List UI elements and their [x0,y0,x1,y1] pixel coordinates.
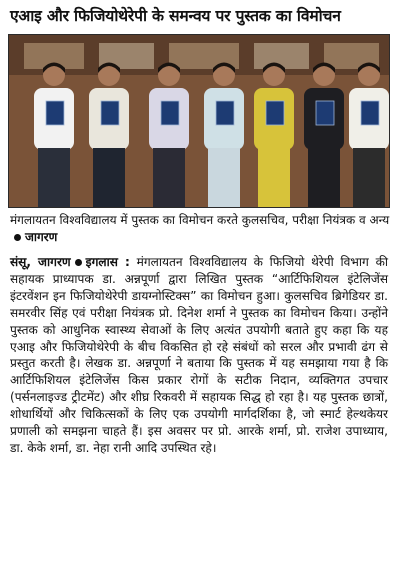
body-text: मंगलायतन विश्वविद्यालय के फिजियो थेरेपी विभाग की सहायक प्राध्यापक डा. अन्नपूर्णा द्वारा लिखित पुस्तक “आर्टिफिशियल इंटेलिजेंस इंटरवेंशन इन फिजियोथेरेपी डायग्नोस्टिक्स” का विमोचन हुआ। कुलसचिव ब्रिगेडियर डा. समरवीर सिंह एवं परीक्षा नियंत्रक प्रो. दिनेश शर्मा ने पुस्तक का विमोचन किया। उन्होंने पुस्तक को आधुनिक स्वास्थ्य सेवाओं के लिए अत्यंत उपयोगी बताते हुए कहा कि यह एआइ और फिजियोथेरेपी के बीच विकसित हो रहे संबंधों को सरल और प्रभावी ढंग से प्रस्तुत करती है। लेखक डा. अन्नपूर्णा ने बताया कि पुस्तक में यह समझाया गया है कि आर्टिफिशियल इंटेलिजेंस किस प्रकार रोगों के सटीक निदान, व्यक्तिगत उपचार (पर्सनलाइज्ड ट्रीटमेंट) और शीघ्र रिकवरी में सहायक सिद्ध हो रहा है। यह पुस्तक छात्रों, शोधार्थियों और चिकित्सकों के लिए एक उपयोगी मार्गदर्शिका है, जो स्मार्ट हेल्थकेयर प्रणाली को समझना चाहते हैं। इस अवसर पर प्रो. आरके शर्मा, प्रो. राजेश उपाध्याय, डा. केके शर्मा, डा. नेहा रानी आदि उपस्थित रहे। [10,255,388,455]
book-icon [361,101,379,125]
book-icon [266,101,284,125]
headline: एआइ और फिजियोथेरेपी के समन्वय पर पुस्तक का विमोचन [10,7,341,25]
bullet-icon [75,259,82,266]
article-body [8,254,392,457]
caption-text: मंगलायतन विश्वविद्यालय में पुस्तक का विमोचन करते कुलसचिव, परीक्षा नियंत्रक व अन्य [10,213,390,227]
book-icon [316,101,334,125]
book-icon [216,101,234,125]
photo-illustration [9,35,389,207]
caption-credit: जागरण [25,230,58,244]
book-icon [101,101,119,125]
book-icon [161,101,179,125]
book-icon [46,101,64,125]
byline: संसू, जागरण [10,255,71,269]
dateline: इगलास : [85,255,130,269]
event-photo [8,34,390,208]
bullet-icon [14,234,21,241]
photo-caption [8,212,392,246]
